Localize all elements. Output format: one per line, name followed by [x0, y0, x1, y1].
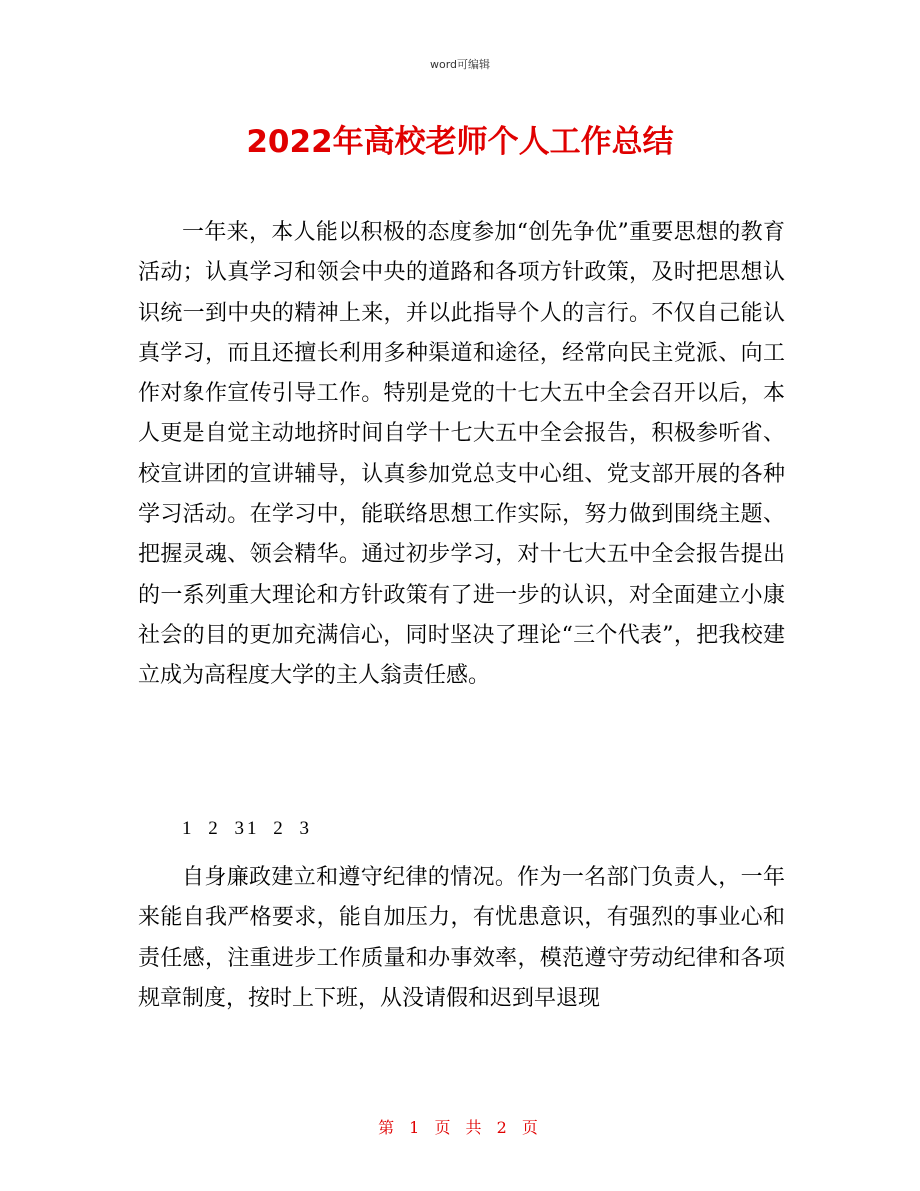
- page-footer: 第 1 页 共 2 页: [378, 1118, 542, 1137]
- paragraph-1: 一年来，本人能以积极的态度参加“创先争优”重要思想的教育活动；认真学习和领会中央的道路和各项方针政策，及时把思想认识统一到中央的精神上来，并以此指导个人的言行。不仅自己能认真学习，而且还擅长利用多种渠道和途径，经常向民主党派、向工作对象作宣传引导工作。特别是党的十七大五中全会召开以后，本人更是自觉主动地挤时间自学十七大五中全会报告，积极参听省、校宣讲团的宣讲辅导，认真参加党总支中心组、党支部开展的各种学习活动。在学习中，能联络思想工作实际，努力做到围绕主题、把握灵魂、领会精华。通过初步学习，对十七大五中全会报告提出的一系列重大理论和方针政策有了进一步的认识，对全面建立小康社会的目的更加充满信心，同时坚决了理论“三个代表”，把我校建立成为高程度大学的主人翁责任感。: [138, 220, 785, 689]
- number-line: 1 2 31 2 3: [182, 818, 312, 839]
- paragraph-2: 自身廉政建立和遵守纪律的情况。作为一名部门负责人，一年来能自我严格要求，能自加压力，有忧患意识，有强烈的事业心和责任感，注重进步工作质量和办事效率，模范遵守劳动纪律和各项规章制度，按时上下班，从没请假和迟到早退现: [138, 865, 785, 1011]
- document-title: 2022年高校老师个人工作总结: [246, 124, 674, 160]
- header-note: word可编辑: [429, 58, 491, 71]
